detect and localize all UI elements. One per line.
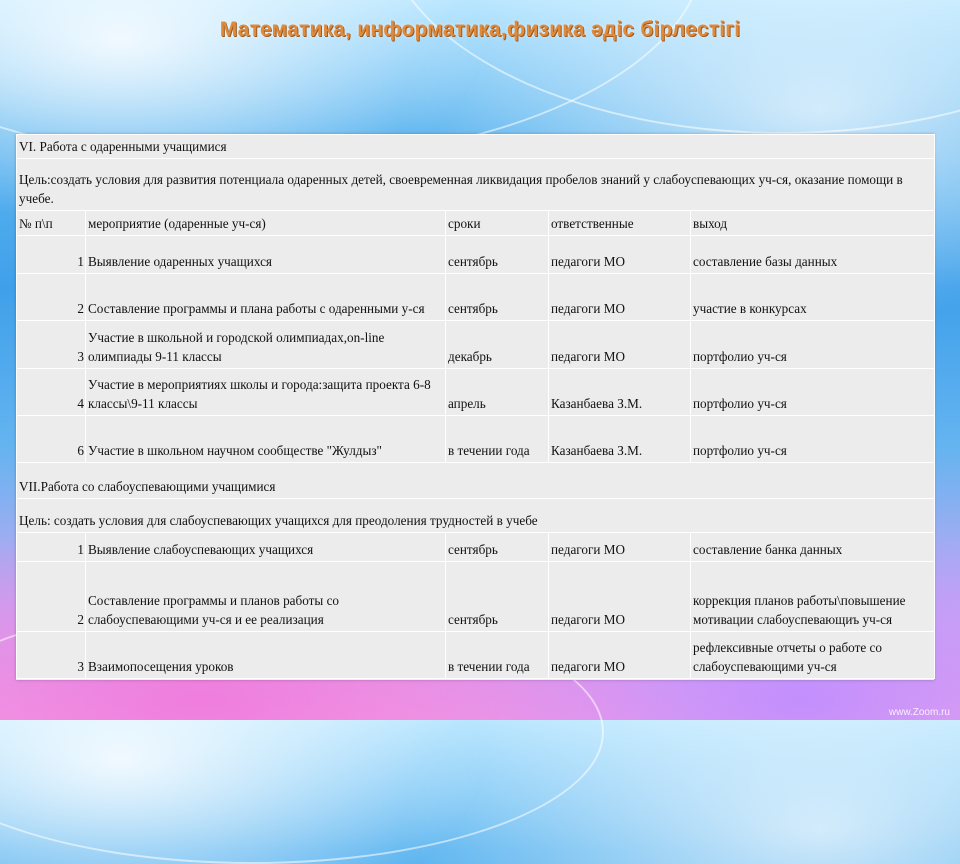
table-row [17, 416, 935, 463]
row-event: Участие в школьном научном сообществе "Жулдыз" [86, 416, 446, 463]
slide-title: Математика, информатика,физика әдіс бірлестігі [219, 18, 741, 41]
row-event: Взаимопосещения уроков [86, 632, 446, 679]
row-responsible: педагоги МО [549, 236, 691, 274]
row-number: 2 [17, 274, 86, 321]
column-header: № п\п [17, 211, 86, 236]
section-heading: VI. Работа с одаренными учащимися [17, 135, 935, 159]
row-term: в течении года [446, 632, 549, 679]
row-responsible: педагоги МО [549, 562, 691, 632]
row-number: 1 [17, 533, 86, 562]
row-output: участие в конкурсах [691, 274, 935, 321]
table-row [17, 533, 935, 562]
row-output: составление банка данных [691, 533, 935, 562]
row-responsible: педагоги МО [549, 274, 691, 321]
row-term: декабрь [446, 321, 549, 369]
row-event: Составление программы и плана работы с одаренными у-ся [86, 274, 446, 321]
table-row [17, 321, 935, 369]
row-term: сентябрь [446, 274, 549, 321]
row-number: 3 [17, 321, 86, 369]
watermark: www.Zoom.ru [888, 707, 950, 718]
row-output: составление базы данных [691, 236, 935, 274]
row-term: сентябрь [446, 562, 549, 632]
column-header: мероприятие (одаренные уч-ся) [86, 211, 446, 236]
table-row [17, 274, 935, 321]
row-term: в течении года [446, 416, 549, 463]
plan-table [16, 134, 935, 679]
row-number: 2 [17, 562, 86, 632]
table-row [17, 236, 935, 274]
table-row [17, 632, 935, 679]
row-event: Выявление одаренных учащихся [86, 236, 446, 274]
table-row [17, 369, 935, 416]
row-responsible: Казанбаева З.М. [549, 416, 691, 463]
column-header: выход [691, 211, 935, 236]
row-responsible: педагоги МО [549, 533, 691, 562]
row-event: Выявление слабоуспевающих учащихся [86, 533, 446, 562]
row-output: рефлексивные отчеты о работе со слабоуспевающими уч-ся [691, 632, 935, 679]
section-goal: Цель:создать условия для развития потенциала одаренных детей, своевременная ликвидация пробелов знаний у слабоуспевающих уч-ся, оказание помощи в учебе. [17, 159, 935, 211]
row-output: портфолио уч-ся [691, 369, 935, 416]
row-number: 3 [17, 632, 86, 679]
row-number: 1 [17, 236, 86, 274]
row-event: Участие в мероприятиях школы и города:защита проекта 6-8 классы\9-11 классы [86, 369, 446, 416]
column-header: сроки [446, 211, 549, 236]
row-responsible: Казанбаева З.М. [549, 369, 691, 416]
row-event: Участие в школьной и городской олимпиадах,on-line олимпиады 9-11 классы [86, 321, 446, 369]
row-number: 4 [17, 369, 86, 416]
row-output: портфолио уч-ся [691, 321, 935, 369]
row-responsible: педагоги МО [549, 632, 691, 679]
row-term: апрель [446, 369, 549, 416]
row-term: сентябрь [446, 533, 549, 562]
row-responsible: педагоги МО [549, 321, 691, 369]
row-output: коррекция планов работы\повышение мотивации слабоуспевающиъ уч-ся [691, 562, 935, 632]
row-event: Составление программы и планов работы со слабоуспевающими уч-ся и ее реализация [86, 562, 446, 632]
column-header: ответственные [549, 211, 691, 236]
table-row [17, 562, 935, 632]
section-heading: VII.Работа со слабоуспевающими учащимися [17, 463, 935, 499]
plan-table-sheet [16, 134, 934, 680]
row-term: сентябрь [446, 236, 549, 274]
row-number: 6 [17, 416, 86, 463]
row-output: портфолио уч-ся [691, 416, 935, 463]
section-goal: Цель: создать условия для слабоуспевающих учащихся для преодоления трудностей в учебе [17, 499, 935, 533]
